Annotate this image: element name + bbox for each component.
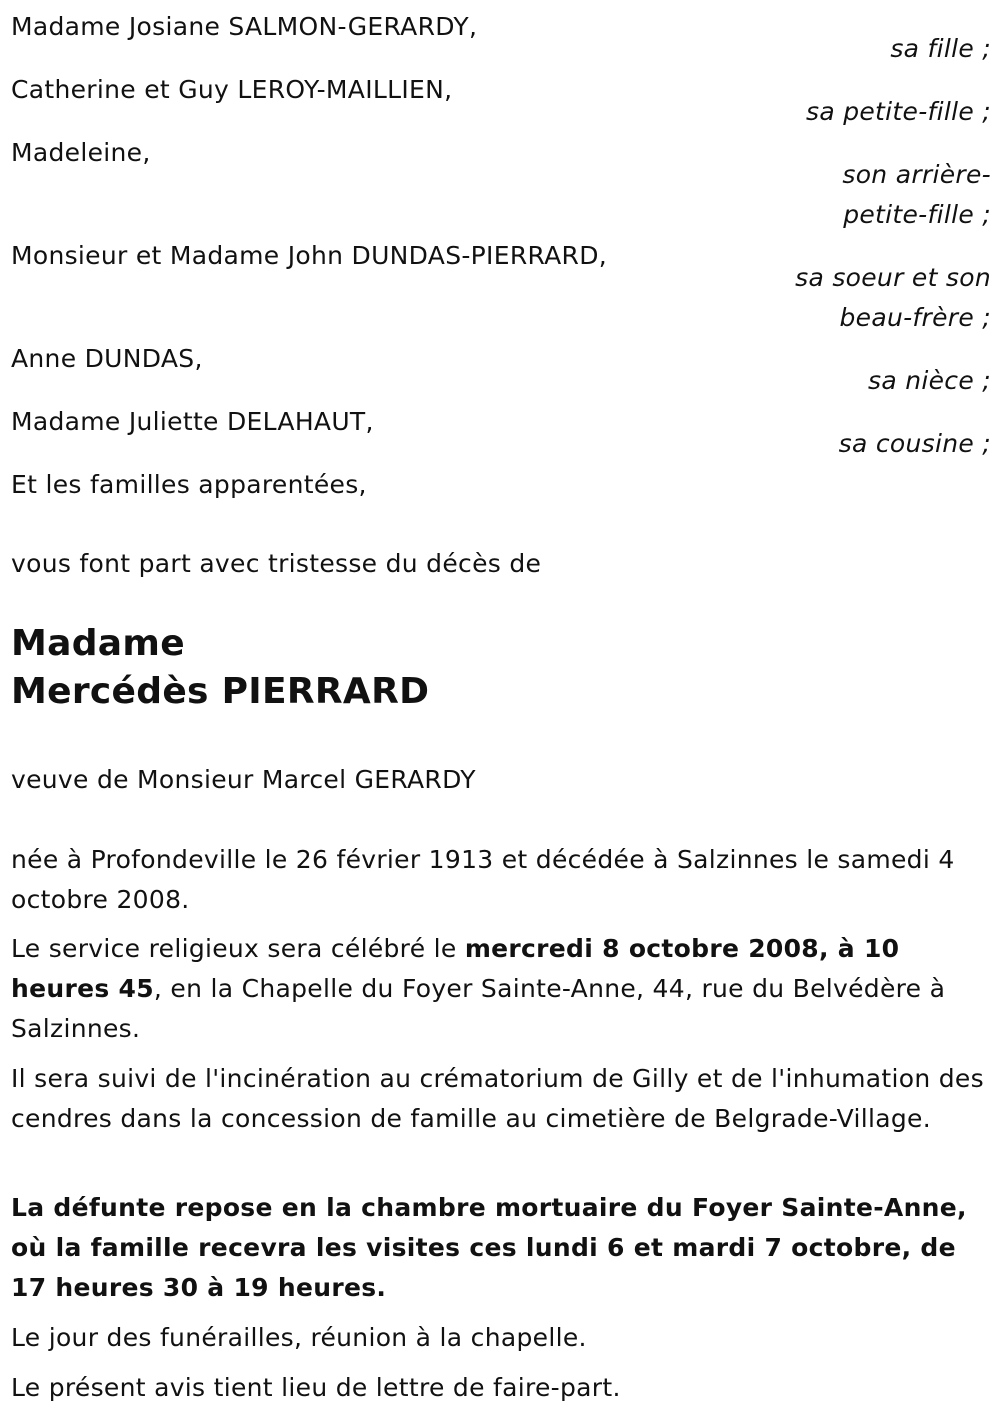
announcement-text: vous font part avec tristesse du décès de (11, 549, 542, 578)
service-paragraph (11, 929, 986, 1049)
family-name-1: Madame Josiane SALMON-GERARDY, (11, 12, 478, 41)
deceased-title: Madame (11, 623, 185, 664)
visitation-text: La défunte repose en la chambre mortuaire du Foyer Sainte-Anne, où la famille recevra les visites ces lundi 6 et mardi 7 octobre, de 17 heures 30 à 19 heures. (11, 1193, 967, 1302)
relation-line: sa fille ; (890, 34, 991, 63)
family-name-7: Et les familles apparentées, (11, 470, 367, 499)
family-name-3: Madeleine, (11, 138, 151, 167)
deceased-name: Mercédès PIERRARD (11, 671, 430, 712)
family-relation-2 (806, 92, 991, 132)
funeral-day-text: Le jour des funérailles, réunion à la chapelle. (11, 1323, 587, 1352)
relation-line: beau-frère ; (839, 303, 991, 332)
relation-line: sa cousine ; (838, 429, 991, 458)
notice-text: Le présent avis tient lieu de lettre de faire-part. (11, 1373, 621, 1402)
relation-line: sa nièce ; (868, 366, 991, 395)
family-relation-6 (839, 424, 991, 464)
incineration-text: Il sera suivi de l'incinération au crématorium de Gilly et de l'inhumation des cendres dans la concession de famille au cimetière de Belgrade-Village. (11, 1064, 984, 1133)
widow-of-text: veuve de Monsieur Marcel GERARDY (11, 765, 476, 794)
family-name-5: Anne DUNDAS, (11, 344, 203, 373)
family-relation-1 (890, 29, 991, 69)
family-relation-3 (842, 155, 991, 235)
family-relation-5 (868, 361, 991, 401)
relation-line: son arrière- (842, 160, 991, 189)
relation-line: sa soeur et son (795, 263, 991, 292)
service-date: mercredi 8 octobre 2008, à 10 heures 45 (11, 934, 900, 1003)
family-name-2: Catherine et Guy LEROY-MAILLIEN, (11, 75, 453, 104)
relation-line: petite-fille ; (843, 200, 991, 229)
service-place: , en la Chapelle du Foyer Sainte-Anne, 44, rue du Belvédère à Salzinnes. (11, 974, 946, 1043)
birth-death-text: née à Profondeville le 26 février 1913 et décédée à Salzinnes le samedi 4 octobre 2008. (11, 845, 955, 914)
relation-line: sa petite-fille ; (806, 97, 991, 126)
family-name-4: Monsieur et Madame John DUNDAS-PIERRARD, (11, 241, 608, 270)
service-intro: Le service religieux sera célébré le (11, 934, 465, 963)
family-name-6: Madame Juliette DELAHAUT, (11, 407, 374, 436)
family-relation-4 (795, 258, 991, 338)
